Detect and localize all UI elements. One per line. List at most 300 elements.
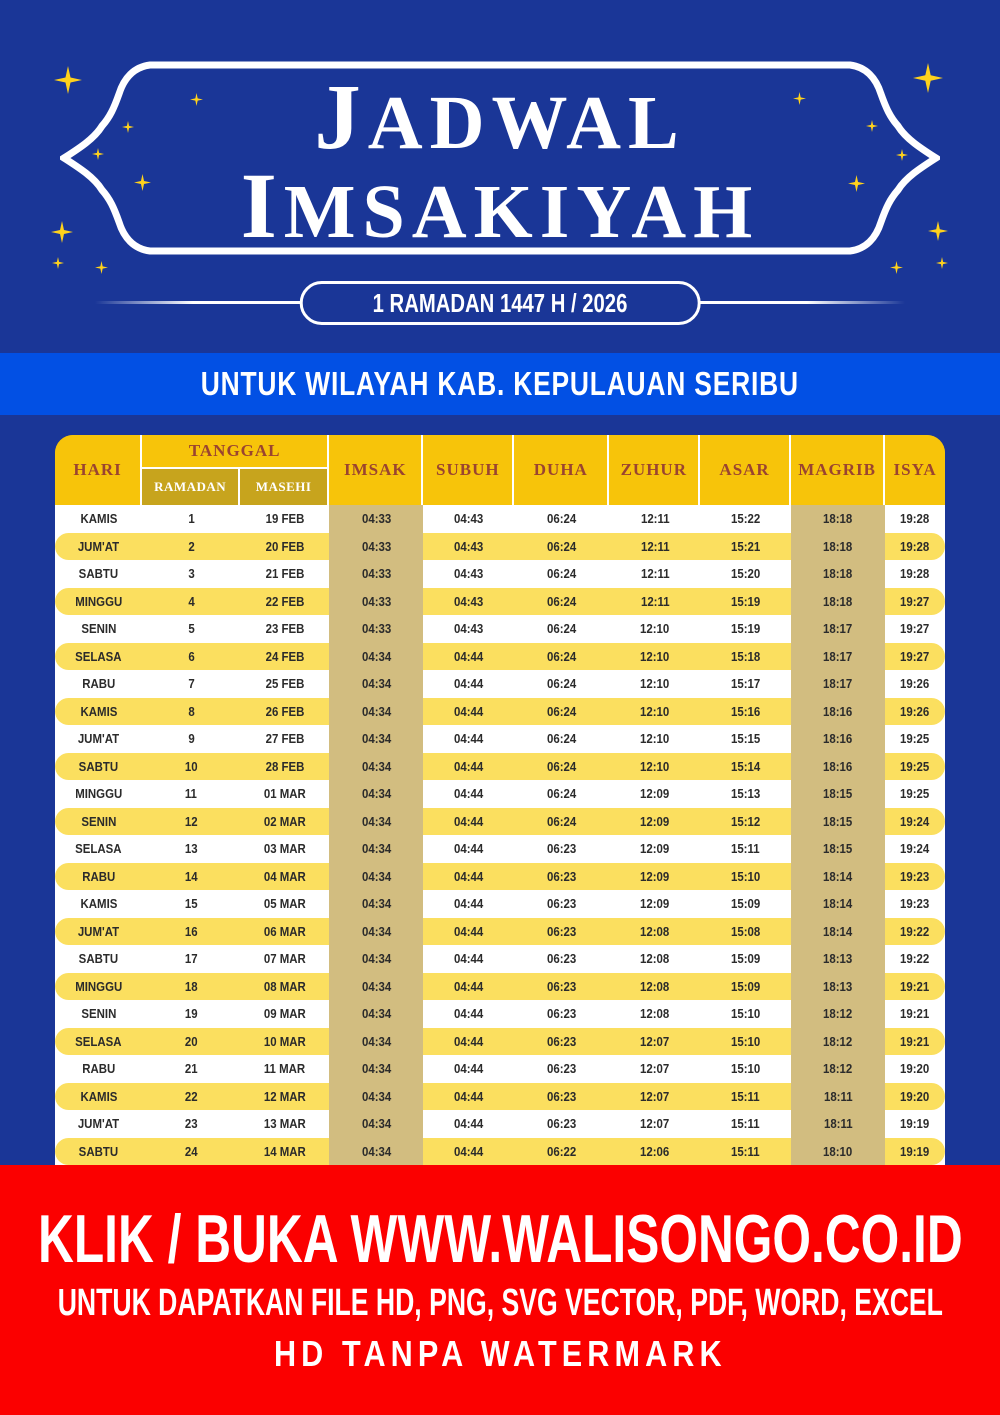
schedule-row (55, 588, 945, 616)
cell-zuhur-value: 12:10 (640, 621, 670, 637)
cell-duha-value: 06:23 (547, 896, 577, 912)
footer-tagline-label: HD TANPA WATERMARK (273, 1333, 727, 1374)
cell-hari (55, 1110, 142, 1138)
schedule-row (55, 808, 945, 836)
cell-asar-value: 15:13 (730, 786, 761, 802)
cell-ramadan (142, 835, 240, 863)
cell-imsak-value: 04:34 (361, 951, 391, 967)
cell-imsak (329, 863, 423, 891)
cell-magrib (791, 808, 885, 836)
cell-subuh (423, 808, 514, 836)
schedule-row (55, 753, 945, 781)
cell-asar (700, 1110, 791, 1138)
cell-subuh (423, 945, 514, 973)
cell-imsak-value: 04:34 (361, 813, 391, 829)
cell-zuhur (609, 1000, 700, 1028)
cell-masehi-value: 09 MAR (263, 1006, 306, 1022)
cell-imsak-value: 04:33 (361, 566, 391, 582)
cell-isya-value: 19:26 (900, 676, 930, 692)
schedule-row (55, 560, 945, 588)
cell-subuh (423, 1028, 514, 1056)
cell-isya-value: 19:27 (900, 593, 930, 609)
cell-hari-value: KAMIS (80, 896, 118, 912)
cell-ramadan (142, 698, 240, 726)
cell-subuh (423, 670, 514, 698)
cell-masehi (240, 560, 329, 588)
cell-hari (55, 533, 142, 561)
cell-zuhur-value: 12:09 (640, 896, 670, 912)
cell-imsak (329, 753, 423, 781)
cell-subuh-value: 04:44 (454, 1088, 484, 1104)
cell-zuhur (609, 505, 700, 533)
cell-isya (885, 1028, 945, 1056)
cell-zuhur-value: 12:10 (640, 703, 670, 719)
schedule-body (55, 505, 945, 1165)
cell-ramadan-value: 3 (187, 566, 195, 582)
cell-hari-value: SELASA (75, 841, 122, 857)
cell-zuhur-value: 12:11 (640, 538, 670, 554)
schedule-row (55, 643, 945, 671)
cell-imsak (329, 780, 423, 808)
cell-hari-value: RABU (82, 676, 116, 692)
cell-isya (885, 615, 945, 643)
cell-hari-value: SENIN (81, 813, 117, 829)
cell-magrib-value: 18:15 (823, 813, 853, 829)
schedule-row (55, 945, 945, 973)
cell-zuhur-value: 12:09 (640, 841, 670, 857)
region-banner-label: UNTUK WILAYAH KAB. KEPULAUAN SERIBU (200, 365, 800, 402)
cell-masehi-value: 13 MAR (263, 1116, 306, 1132)
cell-hari (55, 835, 142, 863)
col-header-duha: DUHA (514, 435, 609, 505)
cell-subuh (423, 1000, 514, 1028)
cell-duha (514, 1028, 609, 1056)
cell-asar-value: 15:09 (730, 896, 761, 912)
cell-asar-value: 15:10 (730, 1061, 761, 1077)
cell-ramadan (142, 670, 240, 698)
cell-magrib (791, 1000, 885, 1028)
cell-imsak (329, 588, 423, 616)
cell-isya-value: 19:25 (900, 758, 930, 774)
cell-zuhur-value: 12:09 (640, 813, 670, 829)
cell-imsak (329, 1083, 423, 1111)
cell-asar (700, 945, 791, 973)
cell-duha-value: 06:23 (547, 1033, 577, 1049)
cell-ramadan (142, 533, 240, 561)
cell-asar-value: 15:10 (730, 1033, 761, 1049)
cell-hari-value: KAMIS (80, 703, 118, 719)
cell-hari (55, 1028, 142, 1056)
cell-isya (885, 698, 945, 726)
title-line-1: JADWAL (314, 66, 686, 169)
cell-magrib (791, 973, 885, 1001)
cell-ramadan-value: 12 (184, 813, 198, 829)
cell-ramadan-value: 1 (187, 511, 195, 527)
cell-magrib-value: 18:14 (823, 923, 853, 939)
cell-duha (514, 560, 609, 588)
cell-duha-value: 06:24 (547, 538, 577, 554)
cell-magrib-value: 18:17 (823, 621, 853, 637)
cell-ramadan (142, 1055, 240, 1083)
schedule-row (55, 863, 945, 891)
cell-magrib-value: 18:11 (823, 1116, 853, 1132)
cell-zuhur (609, 560, 700, 588)
cell-zuhur (609, 780, 700, 808)
cell-duha (514, 670, 609, 698)
cell-isya-value: 19:21 (900, 978, 930, 994)
cell-magrib (791, 863, 885, 891)
cell-ramadan (142, 1028, 240, 1056)
cell-asar-value: 15:14 (730, 758, 761, 774)
cell-asar (700, 973, 791, 1001)
cell-hari (55, 918, 142, 946)
cell-asar-value: 15:16 (730, 703, 761, 719)
cell-magrib (791, 698, 885, 726)
cell-magrib (791, 533, 885, 561)
cell-subuh-value: 04:44 (454, 1061, 484, 1077)
cell-magrib (791, 505, 885, 533)
cell-imsak (329, 973, 423, 1001)
cell-magrib-value: 18:16 (823, 758, 853, 774)
cell-masehi (240, 918, 329, 946)
cell-hari (55, 808, 142, 836)
cell-masehi-value: 22 FEB (265, 593, 304, 609)
cell-subuh (423, 1055, 514, 1083)
cell-isya-value: 19:26 (900, 703, 930, 719)
cell-subuh (423, 890, 514, 918)
cell-isya (885, 780, 945, 808)
cell-duha (514, 1083, 609, 1111)
cell-asar-value: 15:20 (730, 566, 761, 582)
cell-magrib-value: 18:18 (823, 511, 853, 527)
cell-imsak (329, 945, 423, 973)
cell-isya-value: 19:22 (900, 923, 930, 939)
cell-isya (885, 835, 945, 863)
cell-subuh-value: 04:44 (454, 731, 484, 747)
cell-hari (55, 698, 142, 726)
cell-imsak (329, 615, 423, 643)
cell-hari-value: SABTU (78, 1143, 119, 1159)
cell-isya-value: 19:20 (900, 1061, 930, 1077)
schedule-row (55, 1028, 945, 1056)
cell-magrib (791, 560, 885, 588)
region-banner (0, 353, 1000, 415)
cell-magrib-value: 18:13 (823, 951, 853, 967)
cell-asar-value: 15:10 (730, 1006, 761, 1022)
cell-magrib-value: 18:12 (823, 1006, 853, 1022)
cell-ramadan-value: 13 (184, 841, 198, 857)
cell-masehi-value: 26 FEB (265, 703, 304, 719)
cell-subuh-value: 04:44 (454, 841, 484, 857)
cell-asar-value: 15:11 (731, 1143, 760, 1159)
cell-imsak (329, 808, 423, 836)
cell-imsak (329, 725, 423, 753)
cell-zuhur (609, 643, 700, 671)
cell-subuh (423, 835, 514, 863)
cell-asar-value: 15:22 (730, 511, 761, 527)
cell-subuh (423, 505, 514, 533)
cell-asar (700, 560, 791, 588)
cell-hari-value: JUM'AT (77, 1116, 120, 1132)
cell-imsak-value: 04:34 (361, 676, 391, 692)
star-icon (936, 257, 948, 269)
cell-imsak-value: 04:34 (361, 1116, 391, 1132)
cell-isya (885, 670, 945, 698)
cell-imsak-value: 04:34 (361, 703, 391, 719)
cell-duha (514, 1138, 609, 1166)
cell-imsak-value: 04:34 (361, 841, 391, 857)
schedule-row (55, 1110, 945, 1138)
cell-isya-value: 19:21 (900, 1006, 930, 1022)
cell-hari (55, 863, 142, 891)
cell-duha (514, 505, 609, 533)
cell-imsak-value: 04:34 (361, 1006, 391, 1022)
cell-ramadan-value: 15 (184, 896, 198, 912)
star-icon (52, 257, 64, 269)
cell-subuh (423, 643, 514, 671)
cell-ramadan-value: 24 (184, 1143, 198, 1159)
cell-zuhur (609, 1110, 700, 1138)
cell-ramadan (142, 643, 240, 671)
cell-asar (700, 1000, 791, 1028)
cell-isya-value: 19:25 (900, 731, 930, 747)
schedule-table (55, 435, 945, 1165)
cell-zuhur (609, 890, 700, 918)
cell-hari (55, 615, 142, 643)
col-header-masehi: MASEHI (240, 469, 327, 505)
cell-isya (885, 505, 945, 533)
cell-magrib (791, 643, 885, 671)
cell-asar (700, 1028, 791, 1056)
title-line-2: IMSAKIYAH (240, 155, 760, 258)
schedule-row (55, 1000, 945, 1028)
cell-subuh-value: 04:44 (454, 648, 484, 664)
cell-hari-value: SENIN (81, 621, 117, 637)
cell-asar (700, 615, 791, 643)
cell-hari-value: SABTU (78, 566, 119, 582)
cell-duha (514, 918, 609, 946)
cell-isya (885, 1000, 945, 1028)
cell-isya (885, 1110, 945, 1138)
cell-masehi-value: 01 MAR (263, 786, 306, 802)
cell-subuh (423, 725, 514, 753)
cell-isya (885, 808, 945, 836)
cell-ramadan (142, 918, 240, 946)
cell-masehi (240, 670, 329, 698)
cell-isya-value: 19:20 (900, 1088, 930, 1104)
cell-imsak-value: 04:34 (361, 868, 391, 884)
cell-subuh-value: 04:44 (454, 703, 484, 719)
cell-masehi (240, 945, 329, 973)
cell-isya (885, 560, 945, 588)
cell-magrib-value: 18:16 (823, 731, 853, 747)
cell-masehi-value: 25 FEB (265, 676, 304, 692)
cell-isya (885, 973, 945, 1001)
cell-masehi (240, 615, 329, 643)
cell-subuh (423, 973, 514, 1001)
cell-asar-value: 15:17 (730, 676, 761, 692)
cell-asar-value: 15:11 (731, 841, 760, 857)
cell-duha-value: 06:24 (547, 511, 577, 527)
cell-asar-value: 15:19 (730, 621, 761, 637)
cell-asar (700, 533, 791, 561)
cell-duha (514, 588, 609, 616)
cell-magrib-value: 18:18 (823, 593, 853, 609)
cell-masehi-value: 12 MAR (263, 1088, 306, 1104)
cell-imsak-value: 04:34 (361, 1143, 391, 1159)
cell-zuhur-value: 12:07 (640, 1116, 670, 1132)
cell-masehi-value: 14 MAR (263, 1143, 306, 1159)
cell-subuh (423, 918, 514, 946)
cell-zuhur (609, 863, 700, 891)
cell-imsak (329, 890, 423, 918)
cell-masehi-value: 08 MAR (263, 978, 306, 994)
cell-imsak-value: 04:34 (361, 648, 391, 664)
cell-zuhur (609, 533, 700, 561)
cell-zuhur-value: 12:11 (640, 511, 670, 527)
cell-duha (514, 753, 609, 781)
footer-description (0, 1277, 1000, 1329)
cell-asar (700, 670, 791, 698)
cell-hari (55, 560, 142, 588)
cell-isya (885, 753, 945, 781)
cell-asar-value: 15:15 (730, 731, 761, 747)
cell-masehi-value: 11 MAR (263, 1061, 306, 1077)
cell-masehi (240, 533, 329, 561)
cell-isya (885, 643, 945, 671)
cell-ramadan (142, 560, 240, 588)
cell-hari (55, 643, 142, 671)
cell-magrib-value: 18:14 (823, 868, 853, 884)
cell-duha (514, 725, 609, 753)
cell-ramadan-value: 20 (184, 1033, 198, 1049)
cell-imsak (329, 835, 423, 863)
cell-imsak-value: 04:34 (361, 731, 391, 747)
cell-zuhur-value: 12:11 (640, 566, 670, 582)
schedule-header (55, 435, 945, 505)
cell-imsak (329, 1000, 423, 1028)
schedule-row (55, 725, 945, 753)
col-header-imsak: IMSAK (329, 435, 423, 505)
cell-masehi (240, 808, 329, 836)
cell-zuhur-value: 12:10 (640, 648, 670, 664)
cell-zuhur (609, 945, 700, 973)
cell-magrib (791, 753, 885, 781)
cell-asar (700, 1138, 791, 1166)
schedule-row (55, 835, 945, 863)
cell-asar (700, 890, 791, 918)
cell-masehi (240, 753, 329, 781)
cell-ramadan-value: 4 (187, 593, 195, 609)
cell-ramadan-value: 22 (184, 1088, 198, 1104)
cell-ramadan (142, 973, 240, 1001)
cell-imsak-value: 04:34 (361, 896, 391, 912)
cell-duha-value: 06:24 (547, 621, 577, 637)
cell-masehi-value: 10 MAR (263, 1033, 306, 1049)
cell-magrib-value: 18:17 (823, 648, 853, 664)
cell-masehi-value: 07 MAR (263, 951, 306, 967)
cell-duha-value: 06:23 (547, 1116, 577, 1132)
cell-asar (700, 1083, 791, 1111)
cell-isya (885, 533, 945, 561)
cell-ramadan-value: 19 (184, 1006, 198, 1022)
cell-ramadan-value: 23 (184, 1116, 198, 1132)
cell-isya (885, 1055, 945, 1083)
cell-ramadan (142, 863, 240, 891)
cell-masehi (240, 1028, 329, 1056)
cell-masehi (240, 1138, 329, 1166)
cell-magrib (791, 1110, 885, 1138)
cell-duha-value: 06:24 (547, 648, 577, 664)
footer-url-cta[interactable] (0, 1201, 1000, 1277)
cell-asar-value: 15:11 (731, 1116, 760, 1132)
cell-hari (55, 670, 142, 698)
cell-zuhur (609, 725, 700, 753)
cell-magrib (791, 780, 885, 808)
cell-asar (700, 725, 791, 753)
cell-zuhur-value: 12:08 (640, 978, 670, 994)
cell-masehi (240, 1110, 329, 1138)
cell-duha (514, 808, 609, 836)
cell-isya (885, 725, 945, 753)
cell-zuhur-value: 12:11 (640, 593, 670, 609)
cell-ramadan-value: 2 (187, 538, 195, 554)
cell-hari-value: MINGGU (75, 593, 123, 609)
cell-magrib (791, 670, 885, 698)
cell-ramadan (142, 505, 240, 533)
cell-subuh-value: 04:44 (454, 676, 484, 692)
cell-duha (514, 863, 609, 891)
cell-hari-value: MINGGU (75, 978, 123, 994)
cell-duha (514, 1000, 609, 1028)
col-header-magrib: MAGRIB (791, 435, 885, 505)
cell-hari-value: KAMIS (80, 511, 118, 527)
cell-isya-value: 19:19 (900, 1116, 930, 1132)
cell-masehi (240, 890, 329, 918)
cell-hari-value: MINGGU (75, 786, 123, 802)
cell-magrib (791, 725, 885, 753)
schedule-row (55, 533, 945, 561)
cell-asar (700, 1055, 791, 1083)
cell-isya (885, 890, 945, 918)
cell-magrib-value: 18:15 (823, 786, 853, 802)
cell-asar (700, 808, 791, 836)
poster-title (0, 66, 1000, 258)
cell-masehi-value: 23 FEB (265, 621, 304, 637)
cell-subuh-value: 04:44 (454, 978, 484, 994)
cell-isya-value: 19:27 (900, 648, 930, 664)
footer-url-label: KLIK / BUKA WWW.WALISONGO.CO.ID (37, 1201, 963, 1277)
cell-isya-value: 19:25 (900, 786, 930, 802)
cell-masehi (240, 1083, 329, 1111)
cell-imsak-value: 04:34 (361, 923, 391, 939)
cell-duha-value: 06:23 (547, 1061, 577, 1077)
cell-duha-value: 06:22 (547, 1143, 577, 1159)
cell-subuh-value: 04:44 (454, 923, 484, 939)
cell-subuh (423, 1110, 514, 1138)
cell-hari (55, 753, 142, 781)
cell-magrib (791, 890, 885, 918)
cell-duha-value: 06:23 (547, 1088, 577, 1104)
footer-description-label: UNTUK DAPATKAN FILE HD, PNG, SVG VECTOR, PDF, WORD, EXCEL (57, 1282, 943, 1324)
cell-asar-value: 15:09 (730, 978, 761, 994)
cell-subuh-value: 04:44 (454, 786, 484, 802)
cell-magrib-value: 18:16 (823, 703, 853, 719)
cell-duha-value: 06:24 (547, 731, 577, 747)
cell-masehi-value: 03 MAR (263, 841, 306, 857)
cell-asar-value: 15:09 (730, 951, 761, 967)
cell-ramadan (142, 1000, 240, 1028)
